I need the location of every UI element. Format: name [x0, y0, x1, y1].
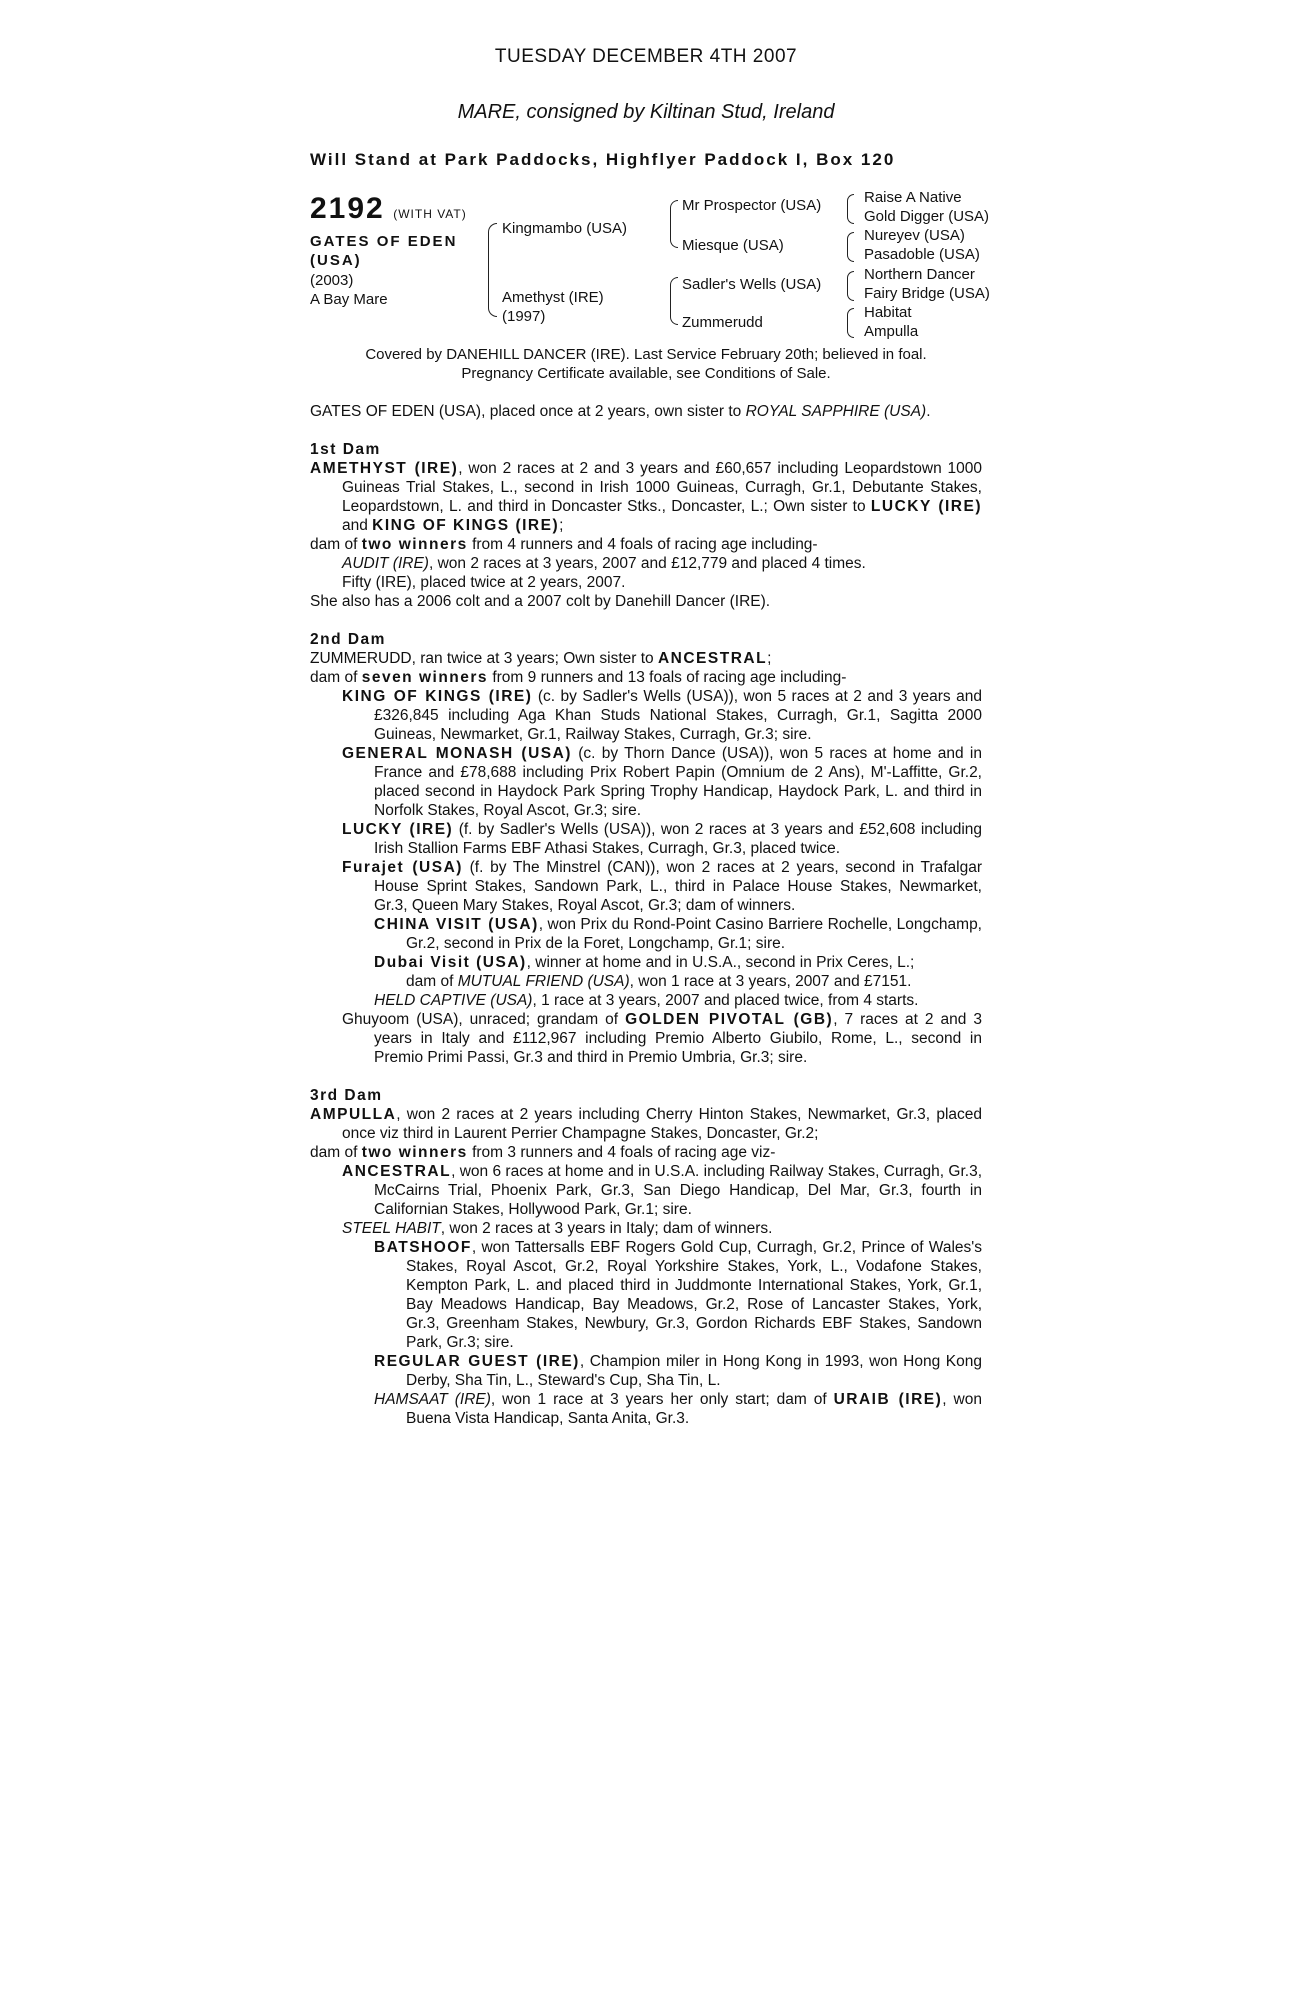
intro-text: GATES OF EDEN (USA), placed once at 2 years, own sister to: [310, 403, 746, 420]
dam-of-text: dam of: [406, 973, 458, 990]
vat-note: (WITH VAT): [393, 207, 467, 221]
lot-number: 2192: [310, 192, 385, 225]
produce-name: Furajet (USA): [342, 859, 463, 876]
first-dam-also: She also has a 2006 colt and a 2007 colt by Danehill Dancer (IRE).: [310, 593, 771, 610]
first-dam-and: and: [342, 517, 373, 534]
pedigree-sss: Raise A Native: [864, 189, 962, 206]
third-dam-text: , won 2 races at 2 years including Cherry Hinton Stakes, Newmarket, Gr.3, placed once viz third in Laurent Perrier Champagne Stakes, Doncaster, Gr.2;: [342, 1106, 982, 1142]
third-dam-name: AMPULLA: [310, 1106, 397, 1123]
second-dam-produce-5: [310, 1010, 982, 1067]
bracket-gen2-dam: [670, 277, 678, 325]
produce-text: Ghuyoom (USA), unraced; grandam of: [342, 1011, 626, 1028]
first-dam-text: , won 2 races at 2 and 3 years and £60,657 including Leopardstown 1000 Guineas Trial Stakes, L., second in Irish 1000 Guineas, Curragh, Gr.1, Debutante Stakes, Leopardstown, L. and third in Doncaster Stks., Doncaster, L.; Own sister to: [342, 460, 982, 515]
produce-text: , Champion miler in Hong Kong in 1993, won Hong Kong Derby, Sha Tin, L., Steward's Cup, Sha Tin, L.: [406, 1353, 982, 1389]
produce-sub-name: URAIB (IRE): [833, 1391, 943, 1408]
covered-line2: Pregnancy Certificate available, see Conditions of Sale.: [461, 365, 831, 382]
pedigree-dds: Habitat: [864, 304, 912, 321]
pedigree-sdd: Pasadoble (USA): [864, 246, 980, 263]
produce-name: STEEL HABIT: [342, 1220, 441, 1237]
covered-note: [310, 345, 982, 383]
produce-text: (c. by Sadler's Wells (USA)), won 5 races at 2 and 3 years and £326,845 including Aga Khan Studs National Stakes, Curragh, Gr.1, Sagitta 2000 Guineas, Newmarket, Gr.1, Railway Stakes, Curragh, Gr.3; sire.: [374, 688, 982, 743]
third-dam-grandproduce-1: [310, 1238, 982, 1352]
dam-of-b: two winners: [361, 1144, 468, 1161]
pedigree-sds: Nureyev (USA): [864, 227, 965, 244]
produce-end: , won Buena Vista Handicap, Santa Anita, Gr.3.: [406, 1391, 982, 1427]
second-dam-greatgrandproduce: [310, 972, 982, 991]
produce-name: REGULAR GUEST (IRE): [374, 1353, 580, 1370]
produce-text: , won 1 race at 3 years her only start; dam of: [490, 1391, 834, 1408]
foaling-year: (2003): [310, 272, 354, 289]
produce-name: CHINA VISIT (USA): [374, 916, 539, 933]
second-dam-produce-4: [310, 858, 982, 915]
produce-name: HAMSAAT (IRE): [374, 1391, 491, 1408]
first-dam-end: ;: [559, 517, 564, 534]
pedigree-sire: Kingmambo (USA): [502, 220, 628, 237]
dam-of-a: dam of: [310, 536, 362, 553]
pedigree-dsd: Fairy Bridge (USA): [864, 285, 990, 302]
third-dam-produce-1: [310, 1162, 982, 1219]
dam-of-b: two winners: [361, 536, 468, 553]
bracket-gen3-4: [847, 308, 854, 338]
first-dam-sibling-1: LUCKY (IRE): [870, 498, 982, 515]
produce-text: , won 1 race at 3 years, 2007 and £7151.: [629, 973, 912, 990]
horse-name-line2: (USA): [310, 252, 362, 269]
horse-name-line1: GATES OF EDEN: [310, 233, 458, 250]
second-dam-produce-1: [310, 687, 982, 744]
second-dam-produce-3: [310, 820, 982, 858]
pedigree-block: [310, 190, 1010, 345]
produce-1-name: AUDIT (IRE): [342, 555, 429, 572]
horse-info: [310, 271, 388, 309]
second-dam-end: ;: [767, 650, 772, 667]
bracket-gen3-2: [847, 232, 854, 262]
produce-name: HELD CAPTIVE (USA): [374, 992, 533, 1009]
produce-1-text: , won 2 races at 3 years, 2007 and £12,779 and placed 4 times.: [428, 555, 866, 572]
pedigree-dam-line2: (1997): [502, 308, 546, 325]
intro-sister: ROYAL SAPPHIRE (USA): [745, 403, 927, 420]
third-dam-produce-summary: [310, 1143, 982, 1162]
catalogue-body: [310, 402, 982, 1428]
second-dam-grandproduce-2: [310, 953, 982, 972]
first-dam-heading: 1st Dam: [310, 441, 381, 458]
lot-header: [310, 192, 467, 226]
first-dam-produce-2: Fifty (IRE), placed twice at 2 years, 2007.: [342, 574, 626, 591]
second-dam-produce-2: [310, 744, 982, 820]
produce-name: LUCKY (IRE): [342, 821, 454, 838]
produce-name: Dubai Visit (USA): [374, 954, 527, 971]
horse-name: [310, 232, 460, 270]
first-dam-name: AMETHYST (IRE): [310, 460, 459, 477]
produce-name: BATSHOOF: [374, 1239, 472, 1256]
produce-name: ANCESTRAL: [342, 1163, 452, 1180]
produce-text: , won Tattersalls EBF Rogers Gold Cup, Curragh, Gr.2, Prince of Wales's Stakes, Royal Ascot, Gr.2, Royal Yorkshire Stakes, York, L., Vodafone Stakes, Kempton Park, L. and placed third in Juddmonte International Stakes, York, Gr.1, Bay Meadows Handicap, Bay Meadows, Gr.2, Rose of Lancaster Stakes, York, Gr.3, Greenham Stakes, Newbury, Gr.3, Gordon Richards EBF Stakes, Sandown Park, Gr.3; sire.: [406, 1239, 982, 1351]
dam-of-c: from 9 runners and 13 foals of racing age including-: [488, 669, 847, 686]
produce-text: , won Prix du Rond-Point Casino Barriere Rochelle, Longchamp, Gr.2, second in Prix de la Foret, Longchamp, Gr.1; sire.: [406, 916, 982, 952]
pedigree-ssd: Gold Digger (USA): [864, 208, 990, 225]
bracket-gen3-1: [847, 194, 854, 224]
third-dam-produce-2: [310, 1219, 982, 1238]
sale-date: TUESDAY DECEMBER 4TH 2007: [494, 46, 798, 67]
first-dam-entry: [310, 459, 982, 535]
second-dam-produce-summary: [310, 668, 982, 687]
pedigree-sire-dam: Miesque (USA): [682, 237, 784, 254]
first-dam-produce-1: [310, 554, 982, 573]
dam-of-c: from 4 runners and 4 foals of racing age including-: [467, 536, 818, 553]
pedigree-dam-line1: Amethyst (IRE): [502, 289, 604, 306]
produce-name: MUTUAL FRIEND (USA): [457, 973, 630, 990]
first-dam-sibling-2: KING OF KINGS (IRE): [372, 517, 560, 534]
third-dam-grandproduce-3: [310, 1390, 982, 1428]
pedigree-ddd: Ampulla: [864, 323, 919, 340]
third-dam-entry: [310, 1105, 982, 1143]
second-dam-entry: [310, 649, 982, 668]
produce-name: GOLDEN PIVOTAL (GB): [625, 1011, 834, 1028]
second-dam-grandproduce-1: [310, 915, 982, 953]
dam-of-a: dam of: [310, 1144, 362, 1161]
dam-of-a: dam of: [310, 669, 362, 686]
pedigree-dss: Northern Dancer: [864, 266, 975, 283]
covered-line1: Covered by DANEHILL DANCER (IRE). Last Service February 20th; believed in foal.: [365, 346, 927, 363]
produce-text: , 7 races at 2 and 3 years in Italy and £112,967 including Premio Alberto Giubilo, Rome, L., second in Premio Primi Passi, Gr.3 and third in Premio Umbria, Gr.3; sire.: [374, 1011, 983, 1066]
pedigree-dam-sire: Sadler's Wells (USA): [682, 276, 822, 293]
produce-text: (c. by Thorn Dance (USA)), won 5 races at home and in France and £78,688 including Prix Robert Papin (Omnium de 2 Ans), M'-Laffitte, Gr.2, placed second in Haydock Park Spring Trophy Handicap, Haydock Park, L. and third in Norfolk Stakes, Royal Ascot, Gr.3; sire.: [374, 745, 982, 819]
second-dam-heading: 2nd Dam: [310, 631, 386, 648]
produce-text: , winner at home and in U.S.A., second in Prix Ceres, L.;: [526, 954, 915, 971]
bracket-gen3-3: [847, 271, 854, 301]
produce-name: GENERAL MONASH (USA): [342, 745, 572, 762]
second-dam-grandproduce-3: [310, 991, 982, 1010]
produce-text: , 1 race at 3 years, 2007 and placed twice, from 4 starts.: [532, 992, 919, 1009]
dam-of-b: seven winners: [361, 669, 489, 686]
intro-end: .: [926, 403, 931, 420]
produce-text: (f. by The Minstrel (CAN)), won 2 races at 2 years, second in Trafalgar House Sprint Stakes, Sandown Park, L., third in Palace House Stakes, Newmarket, Gr.3, Queen Mary Stakes, Royal Ascot, Gr.3; dam of winners.: [374, 859, 982, 914]
horse-description: A Bay Mare: [310, 291, 388, 308]
pedigree-sire-sire: Mr Prospector (USA): [682, 197, 822, 214]
bracket-gen2-sire: [670, 200, 678, 248]
first-dam-produce-summary: [310, 535, 982, 554]
produce-text: , won 2 races at 3 years in Italy; dam of winners.: [440, 1220, 773, 1237]
bracket-gen1: [488, 223, 497, 317]
produce-text: , won 6 races at home and in U.S.A. including Railway Stakes, Curragh, Gr.3, McCairns Trial, Phoenix Park, Gr.3, San Diego Handicap, Del Mar, Gr.3, fourth in Californian Stakes, Hollywood Park, Gr.1; sire.: [374, 1163, 982, 1218]
produce-name: KING OF KINGS (IRE): [342, 688, 533, 705]
stand-location: Will Stand at Park Paddocks, Highflyer Paddock I, Box 120: [310, 150, 896, 169]
third-dam-grandproduce-2: [310, 1352, 982, 1390]
second-dam-sibling: ANCESTRAL: [657, 650, 768, 667]
intro-paragraph: [310, 402, 982, 421]
consignment-line: MARE, consigned by Kiltinan Stud, Ireland: [457, 101, 835, 123]
produce-text: (f. by Sadler's Wells (USA)), won 2 races at 3 years and £52,608 including Irish Stallion Farms EBF Athasi Stakes, Curragh, Gr.3, placed twice.: [374, 821, 983, 857]
third-dam-heading: 3rd Dam: [310, 1087, 383, 1104]
second-dam-text: ZUMMERUDD, ran twice at 3 years; Own sister to: [310, 650, 658, 667]
dam-of-c: from 3 runners and 4 foals of racing age viz-: [467, 1144, 776, 1161]
pedigree-dam-dam: Zummerudd: [682, 314, 763, 331]
